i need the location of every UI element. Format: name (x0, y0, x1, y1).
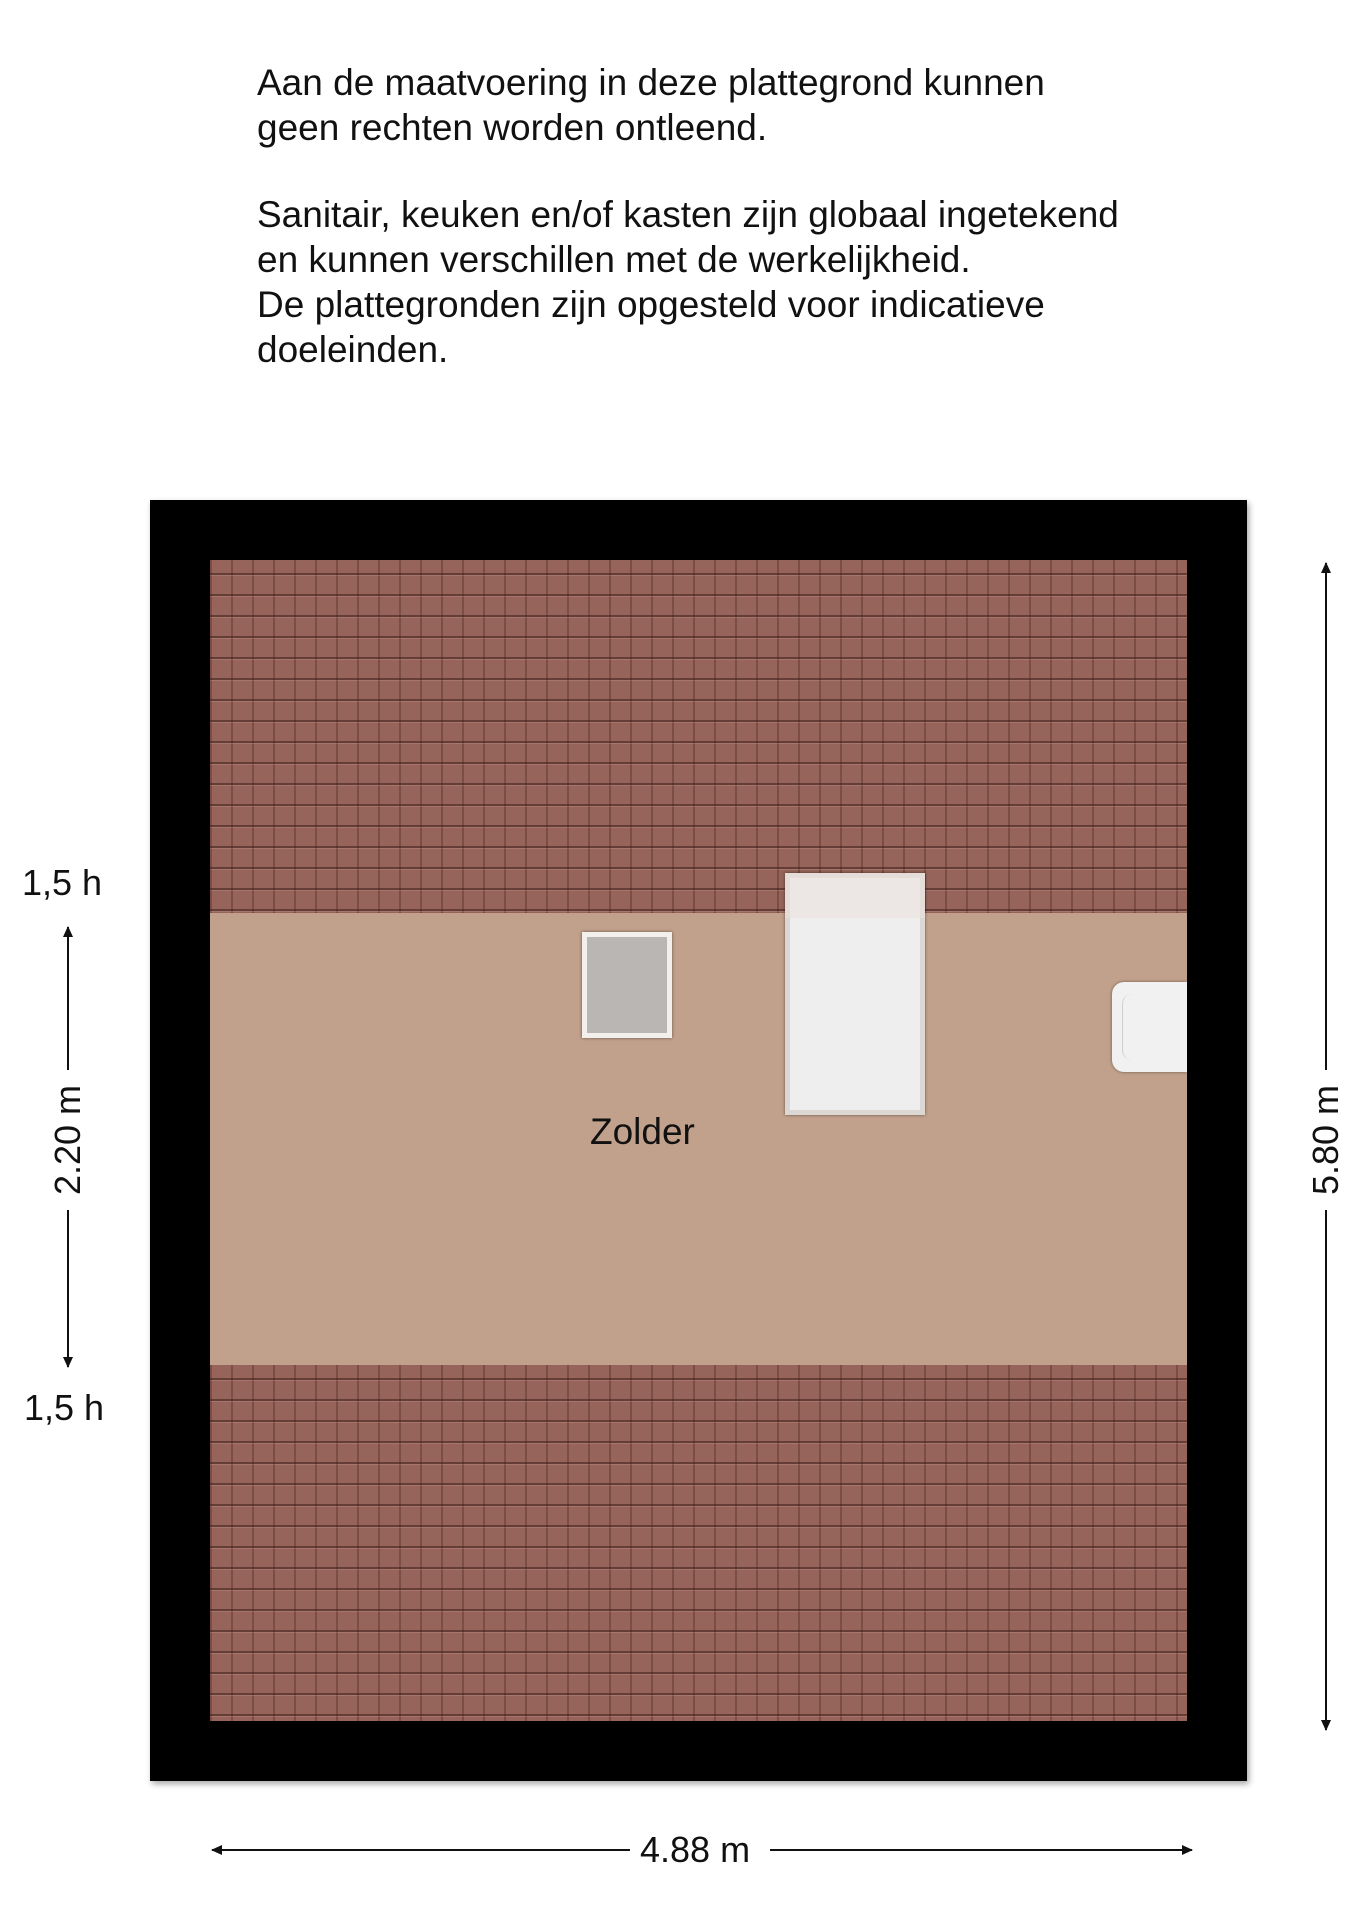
knee-height-label-top: 1,5 h (22, 862, 103, 903)
room-label: Zolder (590, 1111, 695, 1152)
disclaimer-line: Aan de maatvoering in deze plattegrond kunnen (257, 62, 1045, 103)
headroom-dimension-label: 2.20 m (47, 1077, 89, 1203)
width-dimension-label: 4.88 m (640, 1829, 751, 1870)
disclaimer-line: geen rechten worden ontleend. (257, 107, 768, 148)
disclaimer-line: en kunnen verschillen met de werkelijkheid. (257, 239, 971, 280)
disclaimer-line: Sanitair, keuken en/of kasten zijn globaal ingetekend (257, 194, 1119, 235)
knee-height-label-bottom: 1,5 h (24, 1387, 105, 1428)
disclaimer-line: De plattegronden zijn opgesteld voor indicatieve (257, 284, 1045, 325)
disclaimer-line: doeleinden. (257, 329, 449, 370)
depth-dimension-label: 5.80 m (1305, 1077, 1347, 1203)
